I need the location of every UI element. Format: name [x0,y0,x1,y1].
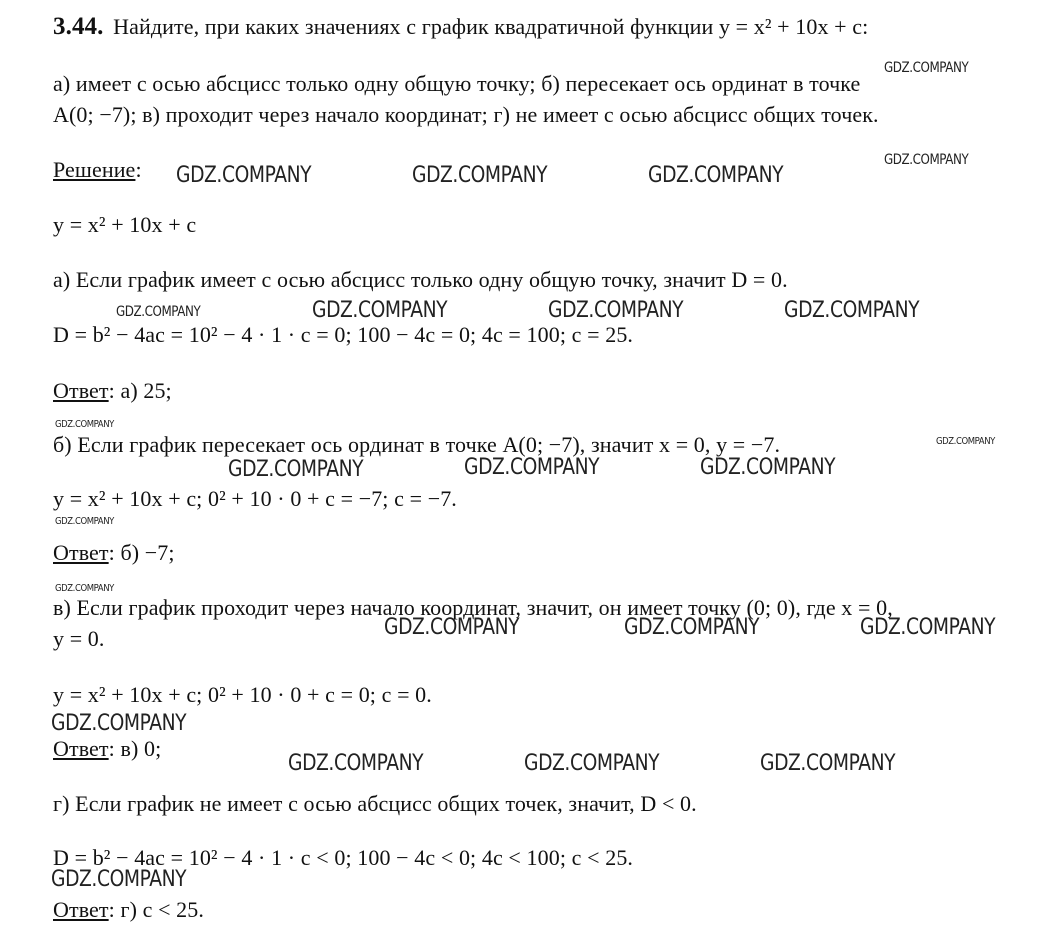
answer-label: Ответ [53,897,109,922]
problem-line-2: а) имеет с осью абсцисс только одну общую точку; б) пересекает ось ординат в точке [53,71,861,96]
part-a-work: D = b² − 4ac = 10² − 4 · 1 · c = 0; 100 − 4c = 0; 4c = 100; c = 25. [53,322,634,347]
part-d-condition: г) Если график не имеет с осью абсцисс общих точек, значит, D < 0. [53,791,697,816]
watermark: GDZ.COMPANY [524,751,660,776]
watermark: GDZ.COMPANY [784,298,920,323]
watermark: GDZ.COMPANY [760,751,896,776]
part-d-answer [53,897,204,923]
watermark: GDZ.COMPANY [51,711,187,736]
problem-line-3: A(0; −7); в) проходит через начало координат; г) не имеет с осью абсцисс общих точек. [53,102,879,127]
watermark: GDZ.COMPANY [936,436,995,447]
watermark: GDZ.COMPANY [884,60,969,76]
watermark: GDZ.COMPANY [312,298,448,323]
watermark: GDZ.COMPANY [55,583,114,594]
function-formula: y = x² + 10x + c [53,212,197,237]
watermark: GDZ.COMPANY [464,455,600,480]
watermark: GDZ.COMPANY [384,615,520,640]
part-a-answer [53,378,172,404]
answer-label: Ответ [53,378,109,403]
watermark: GDZ.COMPANY [548,298,684,323]
watermark: GDZ.COMPANY [648,163,784,188]
watermark: GDZ.COMPANY [51,867,187,892]
answer-value: : г) c < 25. [108,897,204,922]
problem-header [53,14,868,40]
part-c-condition-2: y = 0. [53,626,105,651]
part-b-work: y = x² + 10x + c; 0² + 10 · 0 + c = −7; c = −7. [53,486,457,511]
answer-value: : в) 0; [108,736,162,761]
watermark: GDZ.COMPANY [412,163,548,188]
watermark: GDZ.COMPANY [700,455,836,480]
watermark: GDZ.COMPANY [55,516,114,527]
answer-value: : б) −7; [108,540,175,565]
solution-heading [53,157,142,183]
answer-value: : а) 25; [108,378,172,403]
watermark: GDZ.COMPANY [176,163,312,188]
problem-statement: Найдите, при каких значениях с график квадратичной функции y = x² + 10x + c: [113,14,869,39]
part-b-answer [53,540,175,566]
problem-number: 3.44. [53,13,104,40]
answer-label: Ответ [53,540,109,565]
solution-heading-text: Решение [53,157,136,182]
watermark: GDZ.COMPANY [116,304,201,320]
part-d-work: D = b² − 4ac = 10² − 4 · 1 · c < 0; 100 − 4c < 0; 4c < 100; c < 25. [53,845,634,870]
watermark: GDZ.COMPANY [228,457,364,482]
part-c-work: y = x² + 10x + c; 0² + 10 · 0 + c = 0; c = 0. [53,682,432,707]
watermark: GDZ.COMPANY [624,615,760,640]
watermark: GDZ.COMPANY [884,152,969,168]
part-c-answer [53,736,161,762]
part-b-condition: б) Если график пересекает ось ординат в точке A(0; −7), значит x = 0, y = −7. [53,432,781,457]
solution-heading-colon: : [135,157,142,182]
watermark: GDZ.COMPANY [860,615,996,640]
answer-label: Ответ [53,736,109,761]
watermark: GDZ.COMPANY [288,751,424,776]
watermark: GDZ.COMPANY [55,419,114,430]
part-c-condition-1: в) Если график проходит через начало координат, значит, он имеет точку (0; 0), где x = 0, [53,595,893,620]
part-a-condition: а) Если график имеет с осью абсцисс только одну общую точку, значит D = 0. [53,267,788,292]
